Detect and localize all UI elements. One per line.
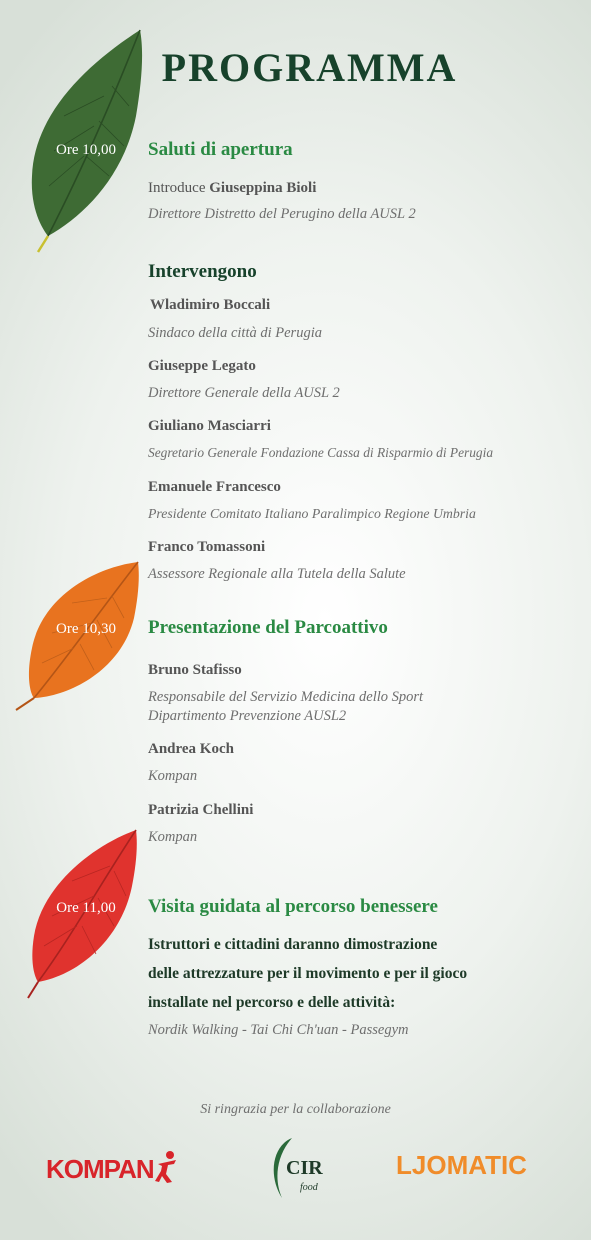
speaker-name: Giuseppe Legato [148,358,256,374]
kompan-logo-text: KOMPAN [46,1154,154,1184]
kompan-logo [46,1150,180,1185]
green-leaf-icon [14,26,148,254]
description-line: installate nel percorso e delle attività: [148,994,396,1011]
session-heading-3: Visita guidata al percorso benessere [148,896,438,917]
intro-line [148,180,316,197]
speaker-name: Franco Tomassoni [148,539,266,555]
cir-logo-text: CIR [286,1157,323,1179]
intro-role: Direttore Distretto del Perugino della AUSL 2 [148,206,416,222]
speaker-name: Giuliano Masciarri [148,418,271,434]
speaker-role: Kompan [148,768,198,784]
thanks-text: Si ringrazia per la collaborazione [200,1102,391,1117]
session-heading-2: Presentazione del Parcoattivo [148,617,388,638]
interventions-heading: Intervengono [148,261,257,282]
speaker-name: Emanuele Francesco [148,479,281,495]
intro-name: Giuseppina Bioli [209,180,317,196]
time-label-3: Ore 11,00 [56,900,116,916]
speaker-role: Sindaco della città di Perugia [148,325,322,341]
speaker-role: Segretario Generale Fondazione Cassa di Risparmio di Perugia [148,445,494,460]
speaker-role: Assessore Regionale alla Tutela della Salute [148,566,406,582]
speaker-name: Andrea Koch [148,741,234,757]
time-label-2: Ore 10,30 [56,621,116,637]
activities-line: Nordik Walking - Tai Chi Ch'uan - Passegym [148,1022,409,1038]
speaker-name: Wladimiro Boccali [150,297,271,313]
cir-logo-subtext: food [300,1182,318,1193]
ljomatic-logo: LJOMATIC [396,1150,527,1180]
speaker-role: Dipartimento Prevenzione AUSL2 [148,708,347,724]
cir-food-logo [264,1136,334,1202]
description-line: Istruttori e cittadini daranno dimostrazione [148,936,438,953]
kompan-figure-icon [154,1150,180,1184]
speaker-role: Direttore Generale della AUSL 2 [148,385,340,401]
intro-prefix: Introduce [148,180,210,196]
speaker-name: Bruno Stafisso [148,662,242,678]
session-heading-1: Saluti di apertura [148,139,293,160]
speaker-role: Presidente Comitato Italiano Paralimpico Regione Umbria [148,506,476,521]
description-line: delle attrezzature per il movimento e per il gioco [148,965,468,982]
page-title: PROGRAMMA [161,45,458,90]
time-label-1: Ore 10,00 [56,142,116,158]
speaker-role: Kompan [148,829,198,845]
speaker-name: Patrizia Chellini [148,802,254,818]
speaker-role: Responsabile del Servizio Medicina dello Sport [148,689,424,705]
